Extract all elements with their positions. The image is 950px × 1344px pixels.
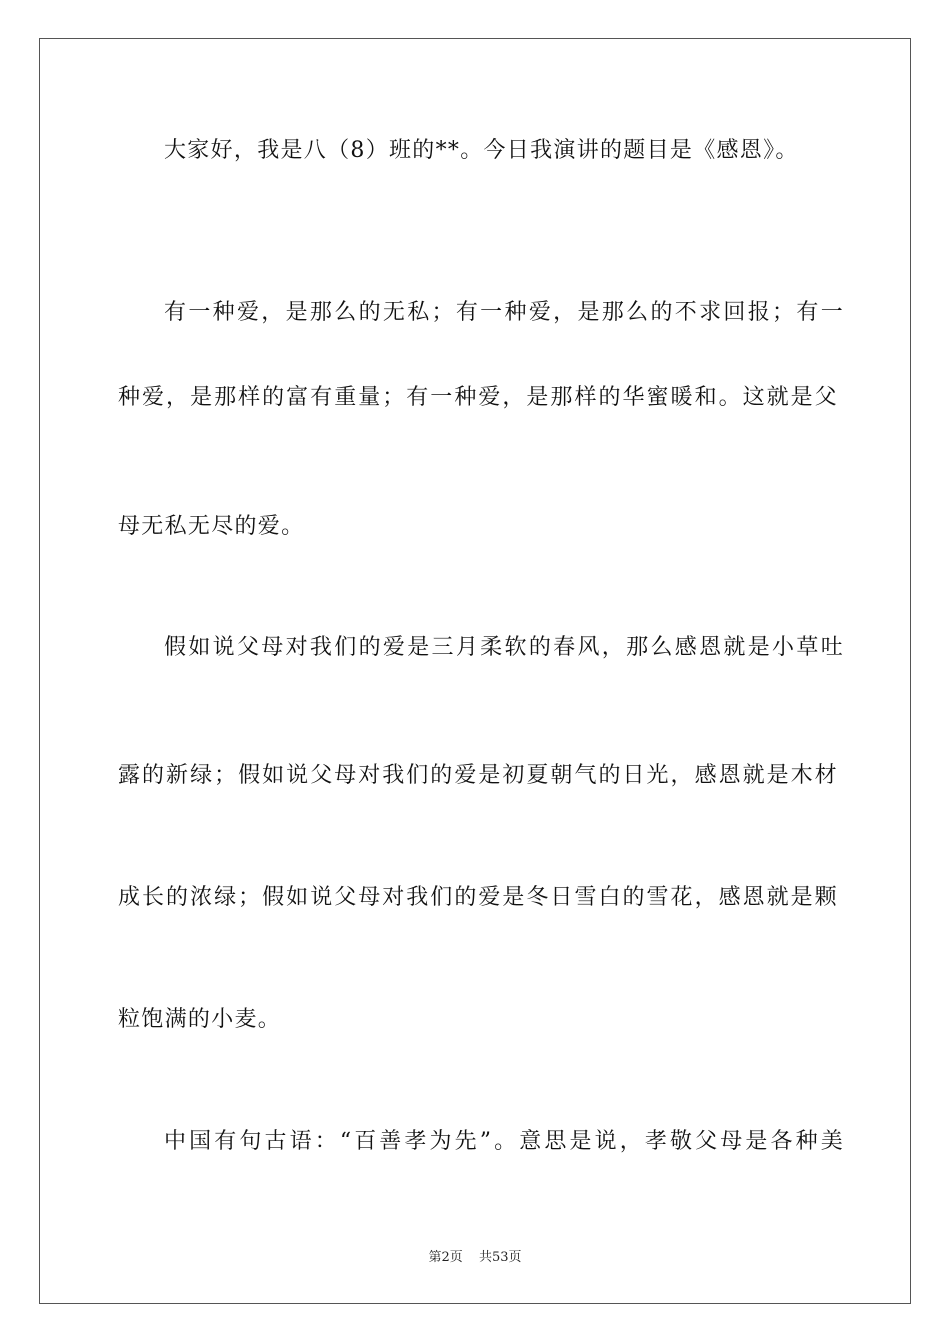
paragraph-3-line-1: 假如说父母对我们的爱是三月柔软的春风，那么感恩就是小草吐 [164, 635, 844, 660]
page-footer [40, 1246, 910, 1265]
page-number: 第2页 [428, 1250, 463, 1265]
paragraph-3-line-3: 成长的浓绿；假如说父母对我们的爱是冬日雪白的雪花，感恩就是颗 [118, 885, 838, 910]
paragraph-2-line-2: 种爱，是那样的富有重量；有一种爱，是那样的华蜜暖和。这就是父 [118, 385, 838, 410]
page-total: 共53页 [478, 1250, 522, 1265]
paragraph-1-line-1: 大家好，我是八（8）班的**。今日我演讲的题目是《感恩》。 [164, 138, 799, 163]
paragraph-2-line-1: 有一种爱，是那么的无私；有一种爱，是那么的不求回报；有一 [164, 300, 844, 325]
document-page [39, 38, 911, 1304]
paragraph-3-line-4: 粒饱满的小麦。 [118, 1007, 282, 1032]
paragraph-4-line-1: 中国有句古语：“百善孝为先”。意思是说，孝敬父母是各种美 [164, 1129, 844, 1154]
paragraph-2-line-3: 母无私无尽的爱。 [118, 514, 305, 539]
paragraph-3-line-2: 露的新绿；假如说父母对我们的爱是初夏朝气的日光，感恩就是木材 [118, 763, 838, 788]
